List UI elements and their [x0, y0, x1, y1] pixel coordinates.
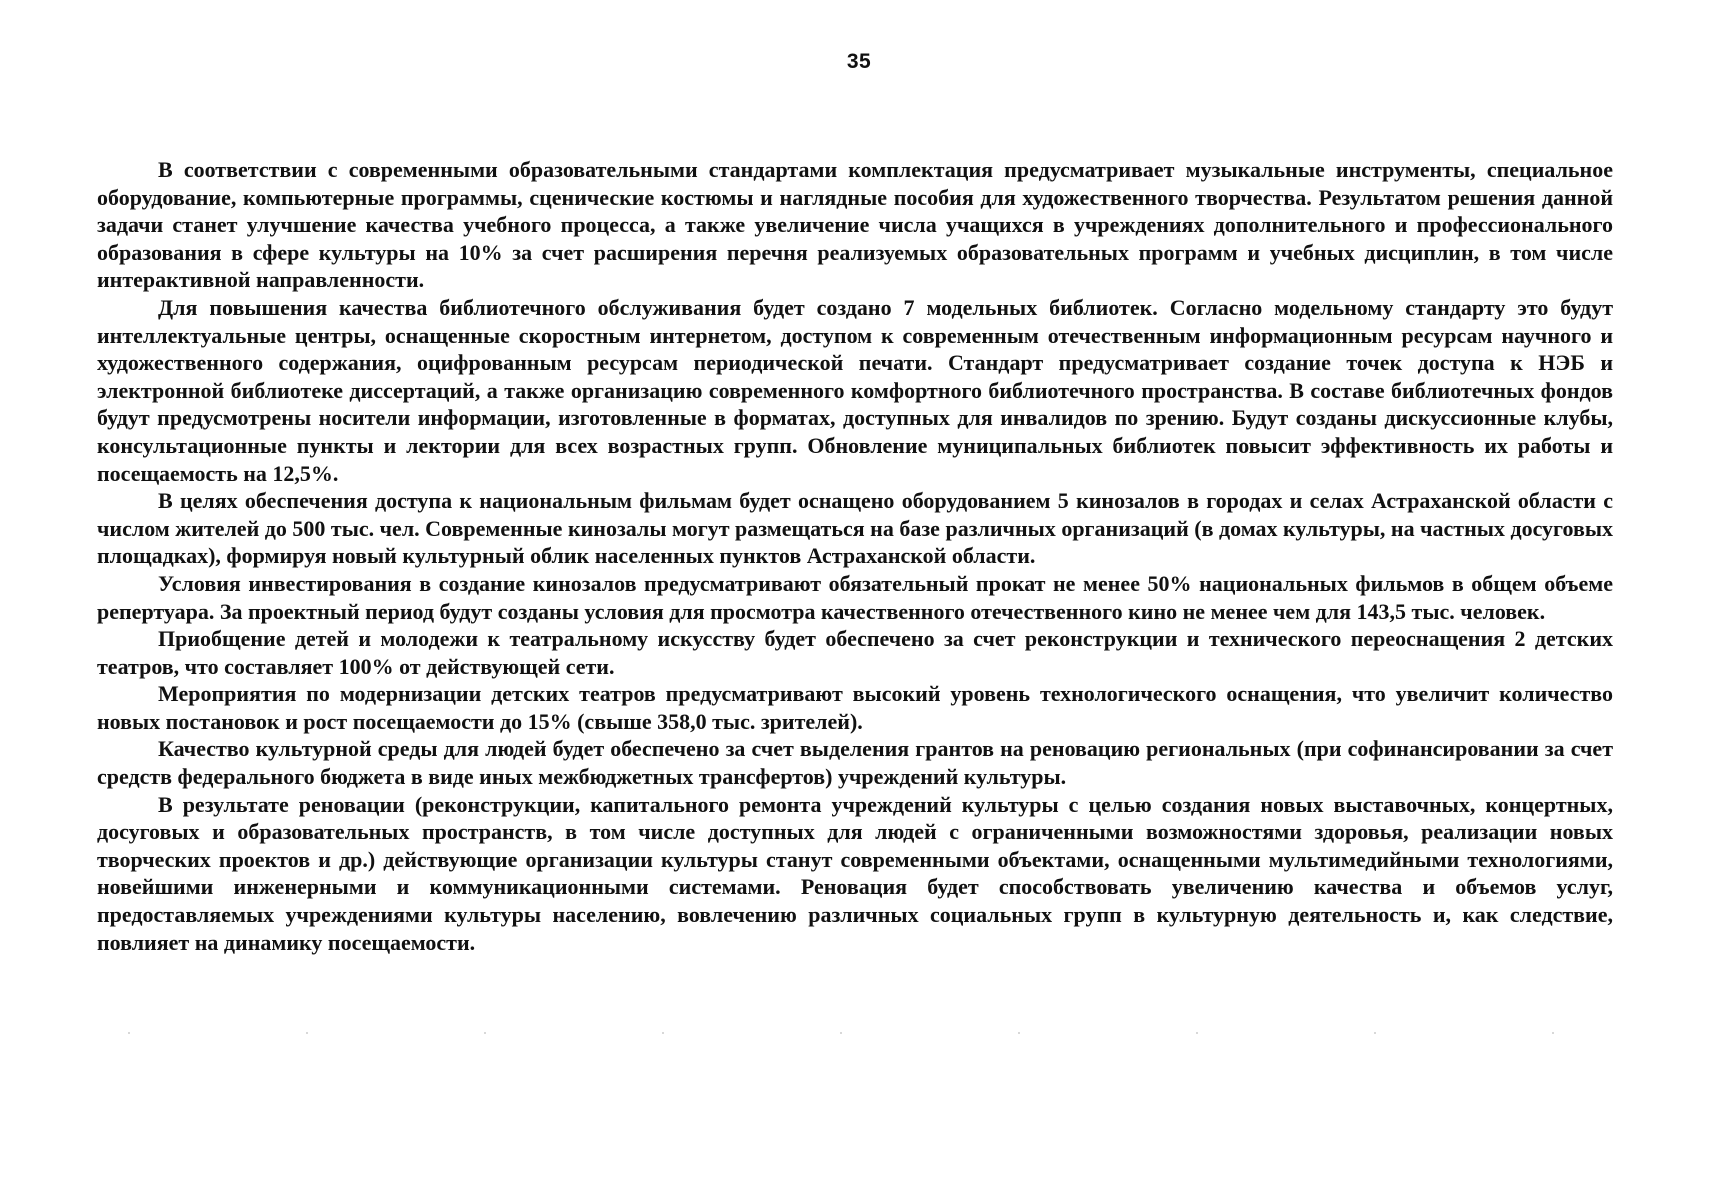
paragraph-theatre-modernization: Мероприятия по модернизации детских театров предусматривают высокий уровень технологического оснащения, что увеличит количество новых постановок и рост посещаемости до 15% (свыше 358,0 тыс. зрителей).	[97, 681, 1613, 734]
paragraph-model-libraries: Для повышения качества библиотечного обслуживания будет создано 7 модельных библиотек. Согласно модельному стандарту это будут интеллектуальные центры, оснащенные скоростным интернетом, доступом к современным отечественным информационным ресурсам научного и художественного содержания, оцифрованным ресурсам периодической печати. Стандарт предусматривает создание точек доступа к НЭБ и электронной библиотеке диссертаций, а также организацию современного комфортного библиотечного пространства. В составе библиотечных фондов будут предусмотрены носители информации, изготовленные в форматах, доступных для инвалидов по зрению. Будут созданы дискуссионные клубы, консультационные пункты и лектории для всех возрастных групп. Обновление муниципальных библиотек повысит эффективность их работы и посещаемость на 12,5%.	[97, 294, 1613, 486]
paragraph-childrens-theatres: Приобщение детей и молодежи к театральному искусству будет обеспечено за счет реконструкции и технического переоснащения 2 детских театров, что составляет 100% от действующей сети.	[97, 626, 1613, 679]
document-body	[97, 156, 1613, 956]
paragraph-education-equipment: В соответствии с современными образовательными стандартами комплектация предусматривает музыкальные инструменты, специальное оборудование, компьютерные программы, сценические костюмы и наглядные пособия для художественного творчества. Результатом решения данной задачи станет улучшение качества учебного процесса, а также увеличение числа учащихся в учреждениях дополнительного и профессионального образования в сфере культуры на 10% за счет расширения перечня реализуемых образовательных программ и учебных дисциплин, в том числе интерактивной направленности.	[97, 157, 1613, 293]
scan-speckle-line	[40, 1032, 1680, 1034]
paragraph-cinema-halls: В целях обеспечения доступа к национальным фильмам будет оснащено оборудованием 5 кинозалов в городах и селах Астраханской области с числом жителей до 500 тыс. чел. Современные кинозалы могут размещаться на базе различных организаций (в домах культуры, на частных досуговых площадках), формируя новый культурный облик населенных пунктов Астраханской области.	[97, 488, 1613, 569]
paragraph-renovation-grants: Качество культурной среды для людей будет обеспечено за счет выделения грантов на реновацию региональных (при софинансировании за счет средств федерального бюджета в виде иных межбюджетных трансфертов) учреждений культуры.	[97, 736, 1613, 790]
paragraph-renovation-results: В результате реновации (реконструкции, капитального ремонта учреждений культуры с целью создания новых выставочных, концертных, досуговых и образовательных пространств, в том числе доступных для людей с ограниченными возможностями здоровья, реализации новых творческих проектов и др.) действующие организации культуры станут современными объектами, оснащенными мультимедийными технологиями, новейшими инженерными и коммуникационными системами. Реновация будет способствовать увеличению качества и объемов услуг, предоставляемых учреждениями культуры населению, вовлечению различных социальных групп в культурную деятельность и, как следствие, повлияет на динамику посещаемости.	[97, 791, 1613, 955]
page-number: 35	[846, 50, 872, 73]
paragraph-cinema-investment: Условия инвестирования в создание кинозалов предусматривают обязательный прокат не менее 50% национальных фильмов в общем объеме репертуара. За проектный период будут созданы условия для просмотра качественного отечественного кино не менее чем для 143,5 тыс. человек.	[97, 570, 1613, 624]
